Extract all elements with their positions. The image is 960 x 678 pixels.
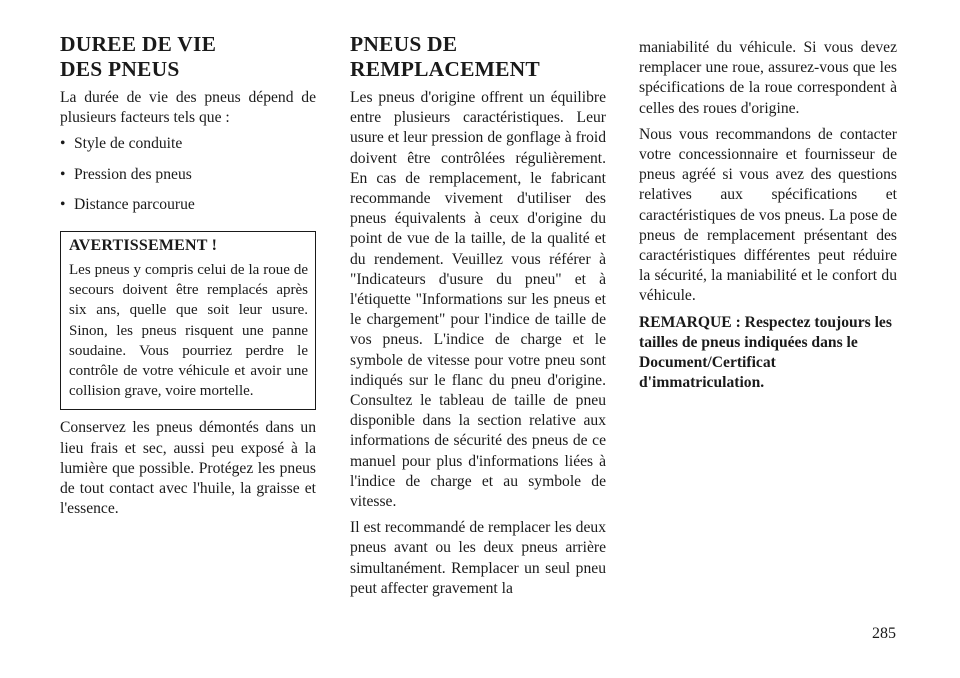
replacement-paragraph-2: Il est recommandé de remplacer les deux pneus avant ou les deux pneus arrière simultanément. Remplacer un seul pneu peut affecter gravement la [350,519,606,597]
bullet-icon: • [60,195,66,213]
replacement-paragraph-3: Nous vous recommandons de contacter votre concessionnaire et fournisseur de pneus agréé si vous avez des questions relatives aux spécifications et caractéristiques de vos pneus. La pose de pneus de remplacement présentant des caractéristiques différentes peut réduire la sécurité, la maniabilité et le confort du véhicule. [639,125,897,305]
list-item [60,195,316,215]
warning-text: Les pneus y compris celui de la roue de secours doivent être remplacés après six ans, quelle que soit leur usure. Sinon, les pneus risquent une panne soudaine. Vous pourriez perdre le contrôle de votre véhicule et avoir une collision grave, voire mortelle. [69,262,308,400]
list-item-text: Style de conduite [74,135,183,153]
column-left [60,32,316,525]
list-item-text: Pression des pneus [74,165,192,183]
warning-box [60,231,316,410]
replacement-paragraph-1: Les pneus d'origine offrent un équilibre entre plusieurs caractéristiques. Leur usure et leur pression de gonflage à froid doivent être contrôlées régulièrement. En cas de remplacement, le fabricant recommande vivement d'utiliser des pneus équivalents à ceux d'origine du point de vue de la taille, de la qualité et du rendement. Veuillez vous référer à "Indicateurs d'usure du pneu" et à l'étiquette "Informations sur les pneus et le chargement" pour l'indice de taille de vos pneus. L'indice de charge et le symbole de vitesse pour votre pneu sont indiqués sur le flanc du pneu d'origine. Consultez le tableau de taille de pneu disponible dans la section relative aux informations de sécurité des pneus de ce manuel pour plus d'informations liées à l'indice de charge et au symbole de vitesse. [350,89,606,511]
column-right [639,38,897,399]
list-item [60,165,316,185]
replacement-paragraph-2-continued: maniabilité du véhicule. Si vous devez remplacer une roue, assurez-vous que les spécifications de la roue correspondent à celles des roues d'origine. [639,39,897,117]
section-title-replacement-tires: PNEUS DE REMPLACEMENT [350,32,540,81]
page-number: 285 [872,625,896,642]
intro-paragraph: La durée de vie des pneus dépend de plusieurs facteurs tels que : [60,89,316,127]
section-title-tire-life: DUREE DE VIE DES PNEUS [60,32,217,81]
note-paragraph: REMARQUE : Respectez toujours les tailles de pneus indiquées dans le Document/Certificat d'immatriculation. [639,313,892,392]
bullet-icon: • [60,165,66,183]
storage-paragraph: Conservez les pneus démontés dans un lieu frais et sec, aussi peu exposé à la lumière que possible. Protégez les pneus de tout contact avec l'huile, la graisse et l'essence. [60,419,316,518]
list-item-text: Distance parcourue [74,195,195,213]
warning-title: AVERTISSEMENT ! [69,237,218,255]
list-item [60,134,316,154]
factor-list [60,134,316,215]
column-middle [350,32,606,605]
bullet-icon: • [60,135,66,153]
